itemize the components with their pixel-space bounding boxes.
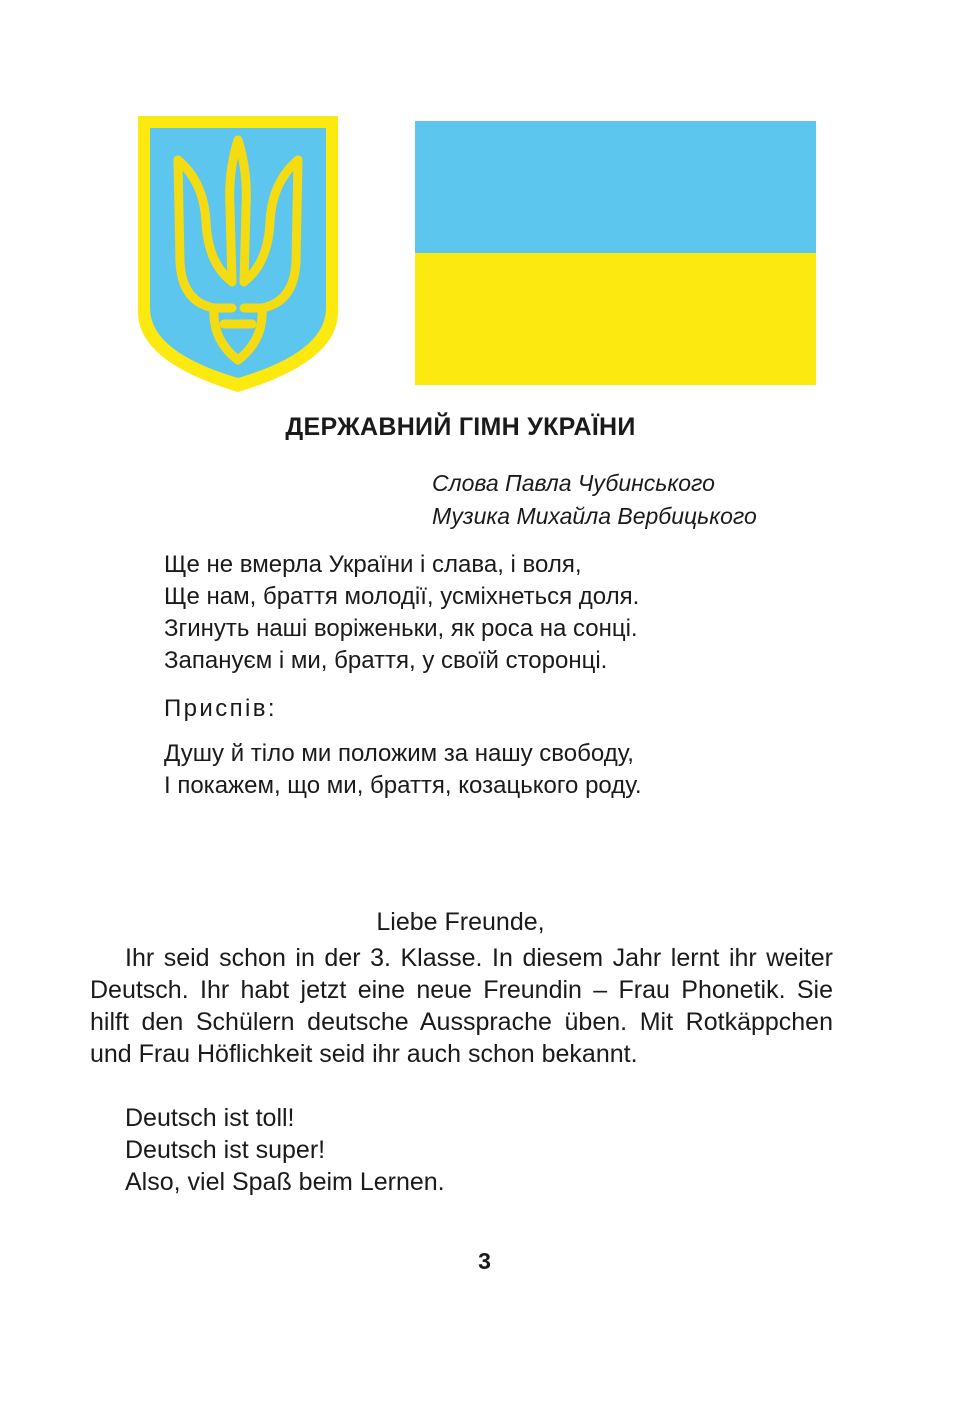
ukraine-flag-icon — [415, 121, 816, 385]
chorus-line: І покажем, що ми, браття, козацького роду. — [164, 772, 642, 799]
closing-line: Deutsch ist toll! — [125, 1104, 295, 1132]
letter-greeting: Liebe Freunde, — [376, 908, 545, 936]
page-number: 3 — [478, 1248, 491, 1274]
verse-line: Ще нам, браття молодії, усміхнеться доля. — [164, 583, 640, 610]
anthem-title: ДЕРЖАВНИЙ ГІМН УКРАЇНИ — [285, 413, 636, 441]
anthem-chorus — [164, 738, 642, 802]
lyrics-credit: Слова Павла Чубинського — [432, 470, 715, 496]
coat-of-arms-icon — [134, 112, 342, 396]
closing-line: Deutsch ist super! — [125, 1136, 326, 1164]
letter-body: Ihr seid schon in der 3. Klasse. In diesem Jahr lernt ihr weiter Deutsch. Ihr habt jetzt eine neue Freundin – Frau Phonetik. Sie hilft den Schülern deutsche Aussprache üben. Mit Rotkäppchen und Frau Höflichkeit seid ihr auch schon bekannt. — [90, 944, 833, 1068]
verse-line: Ще не вмерла України і слава, і воля, — [164, 551, 582, 578]
anthem-verse — [164, 549, 639, 677]
verse-line: Запануєм і ми, браття, у своїй сторонці. — [164, 647, 608, 674]
closing-line: Also, viel Spaß beim Lernen. — [125, 1168, 445, 1196]
chorus-line: Душу й тіло ми положим за нашу свободу, — [164, 740, 634, 767]
verse-line: Згинуть наші воріженьки, як роса на сонці. — [164, 615, 638, 642]
chorus-label: Приспів: — [164, 695, 277, 722]
flag-yellow-stripe — [415, 253, 816, 385]
music-credit: Музика Михайла Вербицького — [432, 503, 757, 529]
flag-blue-stripe — [415, 121, 816, 253]
